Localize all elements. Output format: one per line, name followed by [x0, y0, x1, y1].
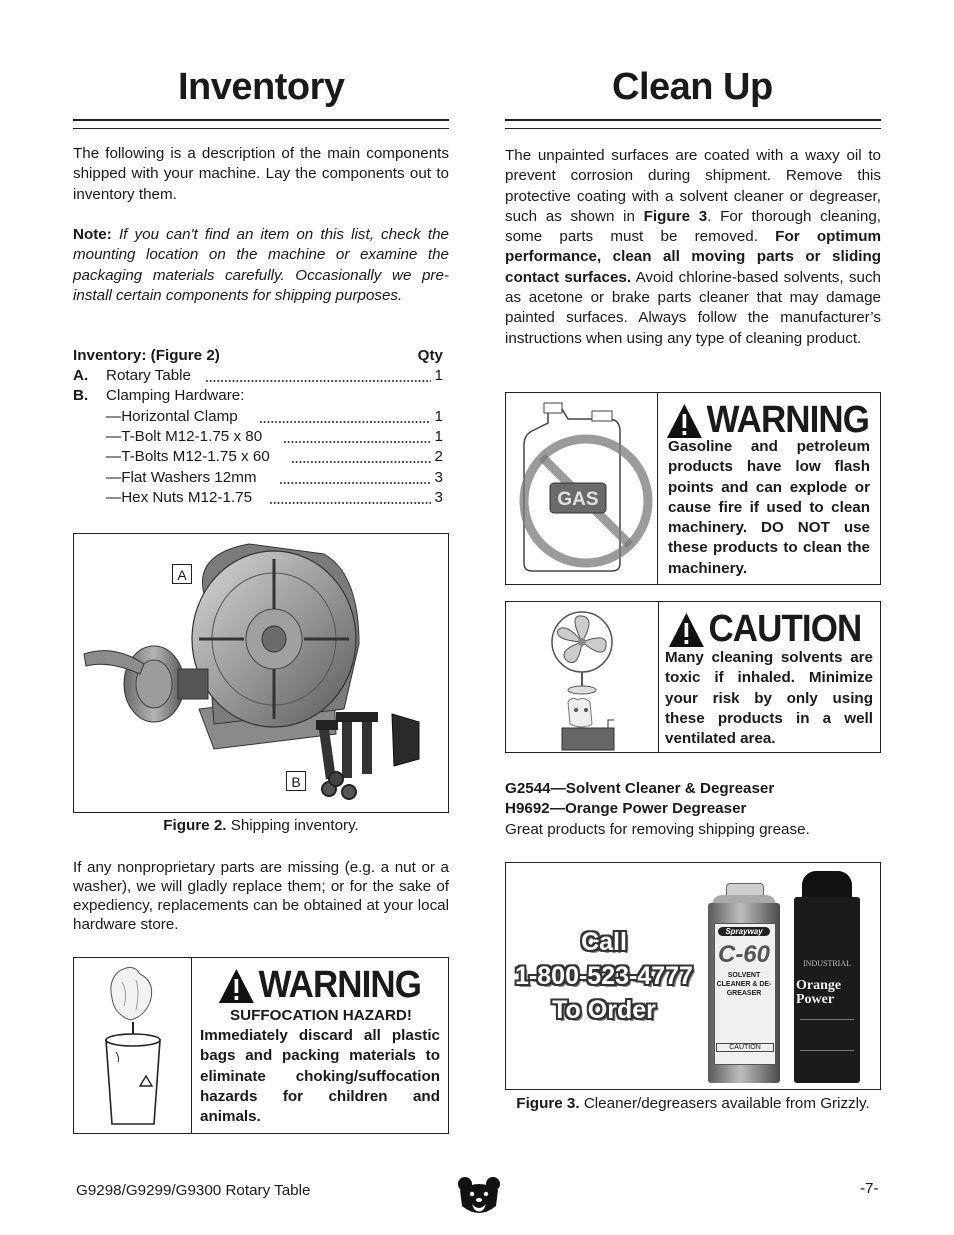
clean-up-bold-instruction: For optimum performance, clean all moving parts or sliding contact surfaces.: [505, 228, 881, 286]
trash-bag-icon: [78, 962, 188, 1132]
caution-title: CAUTION: [708, 608, 862, 650]
product-g2544: G2544—Solvent Cleaner & Degreaser: [505, 780, 775, 797]
clean-up-text-part-2: . For thorough cleaning, some parts must be removed.: [505, 207, 881, 246]
call-line-3: To Order: [552, 996, 656, 1024]
figure-3-reference: Figure 3: [643, 207, 708, 225]
page-number: -7-: [860, 1180, 879, 1197]
clean-up-title-rule-bottom: [505, 128, 881, 129]
gasoline-warning-text: Gasoline and petroleum products have low flash points and can explode or cause fire if used to clean machinery. DO NOT use these products to clean the machinery.: [668, 438, 870, 577]
item-qty: 2: [434, 448, 443, 465]
item-leader-dots: [205, 370, 431, 384]
figure-3-caption: [505, 1094, 881, 1114]
warning-header: [666, 399, 869, 442]
call-to-order-text: [506, 925, 702, 1027]
callout-a: A: [172, 564, 192, 584]
item-qty: 1: [434, 428, 443, 445]
inventory-header-label: Inventory: (Figure 2): [73, 347, 220, 364]
gas-label: GAS: [557, 489, 599, 510]
orange-power-can: [794, 871, 860, 1083]
figure-3-frame: [505, 862, 881, 1090]
figure-2-caption: [73, 816, 449, 836]
solvent-caution-box: [505, 601, 881, 753]
item-label: —T-Bolt M12-1.75 x 80: [106, 428, 263, 445]
phone-number: 1-800-523-4777: [515, 962, 693, 990]
item-label: —Horizontal Clamp: [106, 408, 238, 425]
gasoline-warning-box: [505, 392, 881, 585]
product-h9692: H9692—Orange Power Degreaser: [505, 800, 747, 818]
inventory-title: Inventory: [178, 66, 345, 108]
clean-up-text: [505, 146, 881, 349]
item-qty: 3: [434, 469, 443, 486]
suffocation-warning-text: Immediately discard all plastic bags and packing materials to eliminate choking/suffocation hazards for children and animals.: [200, 1027, 440, 1126]
footer-model: G9298/G9299/G9300 Rotary Table: [76, 1182, 311, 1199]
missing-parts-text: If any nonproprietary parts are missing (e.g. a nut or a washer), we will gladly replace them; or for the sake of expediency, replacements can be obtained at your local hardware store.: [73, 859, 449, 933]
suffocation-heading: SUFFOCATION HAZARD!: [230, 1007, 412, 1024]
sprayway-c60-can: [708, 883, 780, 1083]
item-label: —Hex Nuts M12-1.75: [106, 489, 253, 506]
figure-2-caption-label: Figure 2.: [163, 817, 227, 834]
inventory-title-rule-top: [73, 119, 449, 121]
inventory-title-rule-bottom: [73, 128, 449, 129]
rotary-table-photo: [74, 534, 447, 811]
item-qty: 1: [434, 367, 443, 384]
product-list: [505, 779, 881, 840]
item-label: Rotary Table: [106, 367, 191, 384]
item-leader-dots: [291, 451, 431, 465]
clean-up-title: Clean Up: [612, 66, 773, 108]
clean-up-text-part-1: The unpainted surfaces are coated with a waxy oil to prevent corrosion during shipment. Remove this protective coating with a solvent cleaner or degreaser, such as shown in: [505, 147, 881, 225]
item-leader-dots: [269, 492, 431, 506]
callout-b: B: [286, 771, 306, 791]
figure-3-caption-label: Figure 3.: [516, 1095, 580, 1112]
c60-caution: CAUTION: [716, 1043, 774, 1052]
clamping-hardware: [316, 712, 419, 799]
clean-up-text-part-3: Avoid chlorine-based solvents, such as acetone or brake parts cleaner that may damage painted surfaces. Always follow the manufacturer’s instructions when using any type of cleaning product.: [505, 268, 881, 347]
call-line-1: Call: [581, 928, 627, 956]
item-qty: 1: [434, 408, 443, 425]
no-gas-can-icon: [508, 395, 654, 581]
item-label: Clamping Hardware:: [106, 387, 245, 404]
item-label: —T-Bolts M12-1.75 x 60: [106, 448, 270, 465]
clean-up-title-rule-top: [505, 119, 881, 121]
figure-3-caption-text: Cleaner/degreasers available from Grizzly.: [583, 1095, 870, 1112]
item-letter: A.: [73, 367, 89, 384]
warning-title: WARNING: [258, 964, 422, 1006]
solvent-caution-text: Many cleaning solvents are toxic if inhaled. Minimize your risk by only using these products in a well ventilated area.: [665, 649, 873, 748]
qty-header: Qty: [417, 347, 443, 364]
ventilation-fan-icon: [508, 604, 656, 752]
caution-header: [668, 608, 861, 651]
c60-name: C-60: [717, 941, 771, 968]
note-text: If you can't find an item on this list, check the mounting location on the machine or examine the packaging materials carefully. Occasionally we pre-install certain components for shipping purposes.: [73, 226, 449, 304]
item-letter: B.: [73, 387, 89, 404]
figure-2-frame: [73, 533, 449, 813]
note-label: Note:: [73, 226, 112, 243]
figure-2-caption-text: Shipping inventory.: [230, 817, 359, 834]
orange-power-name: Orange Power: [796, 978, 842, 1007]
inventory-header: [73, 346, 443, 366]
warning-triangle-icon: [218, 968, 255, 1004]
c60-description: SOLVENT CLEANER & DE-GREASER: [716, 972, 772, 997]
item-leader-dots: [283, 431, 431, 445]
warning-header: [218, 964, 421, 1007]
sprayway-brand: Sprayway: [718, 927, 770, 936]
inventory-intro: The following is a description of the main components shipped with your machine. Lay the components out to inventory them.: [73, 145, 449, 203]
item-qty: 3: [434, 489, 443, 506]
product-note: Great products for removing shipping grease.: [505, 820, 810, 838]
item-leader-dots: [279, 472, 431, 486]
grizzly-bear-logo-icon: [456, 1176, 502, 1218]
warning-triangle-icon: [666, 403, 703, 439]
suffocation-warning-box: [73, 957, 449, 1134]
orange-power-top-label: INDUSTRIAL: [803, 959, 851, 968]
warning-title: WARNING: [706, 399, 870, 441]
inventory-note: [73, 225, 449, 306]
warning-triangle-icon: [668, 612, 705, 648]
item-leader-dots: [259, 411, 431, 425]
item-label: —Flat Washers 12mm: [106, 469, 257, 486]
